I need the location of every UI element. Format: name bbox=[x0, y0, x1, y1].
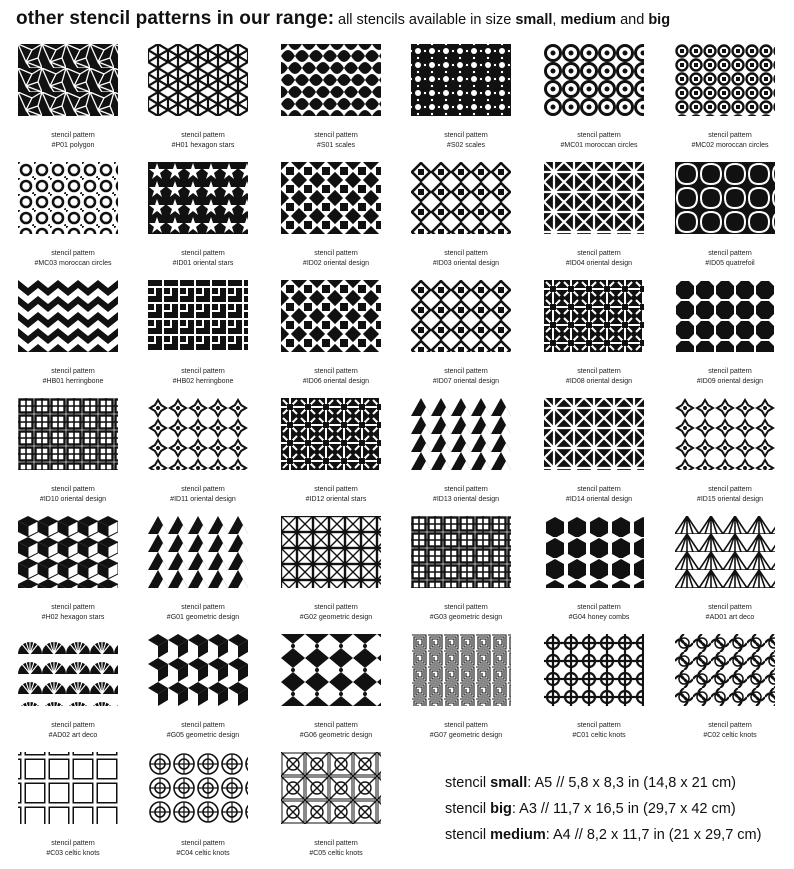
pattern-code: #ID11 oriental design bbox=[170, 496, 236, 503]
pattern-swatch bbox=[148, 162, 248, 234]
size-prefix: stencil bbox=[445, 775, 491, 791]
pattern-code: #H01 hexagon stars bbox=[171, 142, 235, 149]
pattern-code: #ID08 oriental design bbox=[565, 378, 633, 385]
pattern-swatch bbox=[544, 44, 644, 116]
pattern-code: #C05 celtic knots bbox=[309, 850, 363, 857]
pattern-caption-label: stencil pattern bbox=[51, 840, 95, 847]
pattern-swatch bbox=[281, 44, 381, 116]
size-prefix: stencil bbox=[445, 801, 491, 817]
pattern-caption-label: stencil pattern bbox=[314, 604, 358, 611]
pattern-caption-label: stencil pattern bbox=[51, 604, 95, 611]
pattern-code: #ID01 oriental stars bbox=[172, 260, 234, 267]
pattern-code: #C02 celtic knots bbox=[703, 732, 757, 739]
pattern-code: #S02 scales bbox=[446, 142, 486, 149]
pattern-code: #MC01 moroccan circles bbox=[560, 142, 638, 149]
pattern-code: #ID04 oriental design bbox=[565, 260, 633, 267]
pattern-code: #ID15 oriental design bbox=[696, 496, 764, 503]
pattern-caption-label: stencil pattern bbox=[314, 132, 358, 139]
pattern-swatch bbox=[18, 398, 118, 470]
pattern-swatch bbox=[18, 516, 118, 588]
pattern-caption-label: stencil pattern bbox=[577, 250, 621, 257]
pattern-caption-label: stencil pattern bbox=[577, 132, 621, 139]
pattern-caption-label: stencil pattern bbox=[314, 486, 358, 493]
pattern-swatch bbox=[281, 516, 381, 588]
pattern-swatch bbox=[148, 516, 248, 588]
subtitle-sep: , bbox=[552, 12, 561, 28]
pattern-swatch bbox=[675, 516, 775, 588]
pattern-code: #ID02 oriental design bbox=[302, 260, 370, 267]
pattern-swatch bbox=[675, 280, 775, 352]
pattern-swatch bbox=[675, 162, 775, 234]
pattern-code: #G04 honey combs bbox=[568, 614, 630, 621]
pattern-caption-label: stencil pattern bbox=[181, 722, 225, 729]
pattern-code: #ID09 oriental design bbox=[696, 378, 764, 385]
pattern-code: #MC02 moroccan circles bbox=[691, 142, 769, 149]
pattern-caption-label: stencil pattern bbox=[181, 132, 225, 139]
pattern-caption-label: stencil pattern bbox=[708, 604, 752, 611]
pattern-code: #ID13 oriental design bbox=[432, 496, 500, 503]
pattern-code: #HB01 herringbone bbox=[42, 378, 104, 385]
pattern-code: #G05 geometric design bbox=[166, 732, 240, 739]
pattern-code: #ID14 oriental design bbox=[565, 496, 633, 503]
pattern-caption-label: stencil pattern bbox=[181, 250, 225, 257]
size-big-label: big bbox=[648, 12, 671, 28]
pattern-swatch bbox=[544, 398, 644, 470]
pattern-swatch bbox=[544, 634, 644, 706]
pattern-swatch bbox=[18, 752, 118, 824]
pattern-swatch bbox=[675, 634, 775, 706]
pattern-swatch bbox=[148, 752, 248, 824]
pattern-code: #S01 scales bbox=[316, 142, 356, 149]
pattern-code: #G02 geometric design bbox=[299, 614, 373, 621]
pattern-caption-label: stencil pattern bbox=[51, 722, 95, 729]
pattern-caption-label: stencil pattern bbox=[444, 604, 488, 611]
pattern-code: #ID12 oriental stars bbox=[305, 496, 367, 503]
pattern-swatch bbox=[148, 634, 248, 706]
pattern-code: #ID07 oriental design bbox=[432, 378, 500, 385]
pattern-code: #ID05 quatrefoil bbox=[705, 260, 755, 267]
pattern-swatch bbox=[18, 280, 118, 352]
size-medium-dims: : A4 // 8,2 x 11,7 in (21 x 29,7 cm) bbox=[545, 827, 762, 843]
pattern-swatch bbox=[281, 634, 381, 706]
size-medium-word: medium bbox=[490, 827, 546, 843]
subtitle-prefix: all stencils available in size bbox=[338, 12, 516, 28]
size-medium-label: medium bbox=[560, 12, 617, 28]
pattern-caption-label: stencil pattern bbox=[181, 368, 225, 375]
pattern-swatch bbox=[675, 398, 775, 470]
pattern-caption-label: stencil pattern bbox=[708, 486, 752, 493]
pattern-caption-label: stencil pattern bbox=[444, 486, 488, 493]
size-small-label: small bbox=[515, 12, 553, 28]
pattern-code: #C03 celtic knots bbox=[46, 850, 100, 857]
pattern-swatch bbox=[411, 634, 511, 706]
pattern-code: #ID06 oriental design bbox=[302, 378, 370, 385]
size-prefix: stencil bbox=[445, 827, 491, 843]
size-big-line bbox=[445, 796, 761, 822]
pattern-caption-label: stencil pattern bbox=[577, 368, 621, 375]
pattern-code: #C01 celtic knots bbox=[572, 732, 626, 739]
pattern-caption-label: stencil pattern bbox=[181, 840, 225, 847]
page-title: other stencil patterns in our range: bbox=[16, 8, 335, 29]
size-small-word: small bbox=[490, 775, 528, 791]
pattern-caption-label: stencil pattern bbox=[577, 604, 621, 611]
pattern-caption-label: stencil pattern bbox=[444, 132, 488, 139]
pattern-code: #AD01 art deco bbox=[705, 614, 755, 621]
pattern-code: #H02 hexagon stars bbox=[41, 614, 105, 621]
pattern-swatch bbox=[411, 280, 511, 352]
pattern-caption-label: stencil pattern bbox=[708, 250, 752, 257]
pattern-code: #MC03 moroccan circles bbox=[34, 260, 112, 267]
size-small-line bbox=[445, 770, 761, 796]
pattern-swatch bbox=[544, 162, 644, 234]
pattern-swatch bbox=[544, 280, 644, 352]
size-small-dims: : A5 // 5,8 x 8,3 in (14,8 x 21 cm) bbox=[527, 775, 736, 791]
pattern-caption-label: stencil pattern bbox=[314, 368, 358, 375]
pattern-code: #P01 polygon bbox=[51, 142, 95, 149]
size-medium-line bbox=[445, 822, 761, 848]
pattern-swatch bbox=[148, 280, 248, 352]
pattern-code: #HB02 herringbone bbox=[172, 378, 234, 385]
pattern-swatch bbox=[281, 280, 381, 352]
pattern-code: #G01 geometric design bbox=[166, 614, 240, 621]
pattern-swatch bbox=[18, 162, 118, 234]
pattern-caption-label: stencil pattern bbox=[314, 840, 358, 847]
pattern-caption-label: stencil pattern bbox=[181, 486, 225, 493]
pattern-swatch bbox=[281, 398, 381, 470]
pattern-code: #ID03 oriental design bbox=[432, 260, 500, 267]
pattern-swatch bbox=[18, 634, 118, 706]
pattern-code: #G07 geometric design bbox=[429, 732, 503, 739]
pattern-swatch bbox=[148, 44, 248, 116]
pattern-caption-label: stencil pattern bbox=[51, 368, 95, 375]
pattern-caption-label: stencil pattern bbox=[444, 250, 488, 257]
size-big-word: big bbox=[490, 801, 512, 817]
pattern-code: #G06 geometric design bbox=[299, 732, 373, 739]
pattern-caption-label: stencil pattern bbox=[314, 250, 358, 257]
pattern-caption-label: stencil pattern bbox=[577, 722, 621, 729]
pattern-caption-label: stencil pattern bbox=[444, 368, 488, 375]
pattern-caption-label: stencil pattern bbox=[708, 132, 752, 139]
pattern-caption-label: stencil pattern bbox=[181, 604, 225, 611]
pattern-caption-label: stencil pattern bbox=[708, 722, 752, 729]
pattern-caption-label: stencil pattern bbox=[51, 250, 95, 257]
pattern-swatch bbox=[281, 752, 381, 824]
pattern-code: #ID10 oriental design bbox=[39, 496, 107, 503]
pattern-swatch bbox=[18, 44, 118, 116]
pattern-swatch bbox=[411, 162, 511, 234]
pattern-swatch bbox=[675, 44, 775, 116]
pattern-swatch bbox=[411, 44, 511, 116]
pattern-code: #AD02 art deco bbox=[48, 732, 98, 739]
pattern-swatch bbox=[411, 398, 511, 470]
pattern-swatch bbox=[411, 516, 511, 588]
pattern-caption-label: stencil pattern bbox=[51, 486, 95, 493]
pattern-swatch bbox=[544, 516, 644, 588]
size-big-dims: : A3 // 11,7 x 16,5 in (29,7 x 42 cm) bbox=[511, 801, 736, 817]
pattern-caption-label: stencil pattern bbox=[708, 368, 752, 375]
pattern-caption-label: stencil pattern bbox=[577, 486, 621, 493]
pattern-code: #G03 geometric design bbox=[429, 614, 503, 621]
pattern-caption-label: stencil pattern bbox=[444, 722, 488, 729]
pattern-caption-label: stencil pattern bbox=[314, 722, 358, 729]
pattern-swatch bbox=[148, 398, 248, 470]
pattern-code: #C04 celtic knots bbox=[176, 850, 230, 857]
pattern-caption-label: stencil pattern bbox=[51, 132, 95, 139]
pattern-swatch bbox=[281, 162, 381, 234]
subtitle-and: and bbox=[616, 12, 649, 28]
size-info bbox=[445, 770, 761, 848]
